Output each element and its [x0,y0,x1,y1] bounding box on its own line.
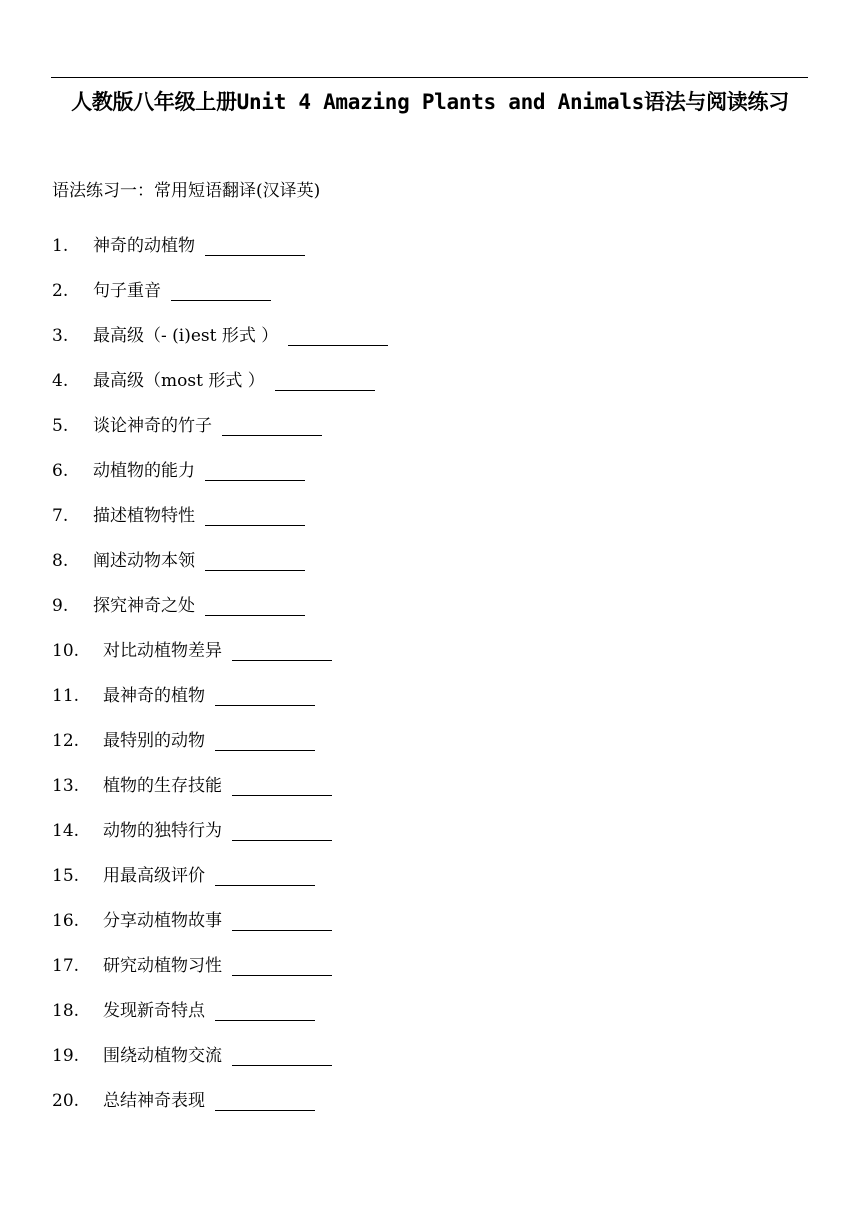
exercise-item [52,493,388,538]
item-number: 15. [52,865,80,886]
answer-blank[interactable] [215,687,315,706]
exercise-item [52,988,388,1033]
exercise-item [52,223,388,268]
item-prompt: 最特别的动物 [103,730,205,751]
item-prompt: 总结神奇表现 [103,1090,205,1111]
exercise-item [52,313,388,358]
item-number: 6. [52,460,69,481]
item-prompt: 最高级（- (i)est 形式 ） [93,325,279,346]
exercise-item [52,358,388,403]
answer-blank[interactable] [215,1092,315,1111]
answer-blank[interactable] [205,597,305,616]
exercise-item [52,898,388,943]
answer-blank[interactable] [232,822,332,841]
item-prompt: 围绕动植物交流 [103,1045,222,1066]
answer-blank[interactable] [215,1002,315,1021]
item-number: 19. [52,1045,80,1066]
item-number: 17. [52,955,80,976]
answer-blank[interactable] [232,957,332,976]
answer-blank[interactable] [222,417,322,436]
exercise-item [52,808,388,853]
item-prompt: 最高级（most 形式 ） [93,370,265,391]
answer-blank[interactable] [232,777,332,796]
item-number: 2. [52,280,69,301]
item-number: 14. [52,820,80,841]
answer-blank[interactable] [205,237,305,256]
item-prompt: 动物的独特行为 [103,820,222,841]
exercise-item [52,673,388,718]
answer-blank[interactable] [171,282,271,301]
exercise-item [52,763,388,808]
item-prompt: 句子重音 [93,280,161,301]
exercise-item [52,853,388,898]
item-prompt: 用最高级评价 [103,865,205,886]
exercise-item [52,1033,388,1078]
answer-blank[interactable] [215,732,315,751]
item-prompt: 探究神奇之处 [93,595,195,616]
exercise-item [52,943,388,988]
exercise-item [52,718,388,763]
answer-blank[interactable] [205,552,305,571]
item-number: 18. [52,1000,80,1021]
exercise-list [52,223,388,1123]
item-prompt: 最神奇的植物 [103,685,205,706]
answer-blank[interactable] [232,912,332,931]
item-number: 13. [52,775,80,796]
item-prompt: 发现新奇特点 [103,1000,205,1021]
item-number: 8. [52,550,69,571]
item-number: 7. [52,505,69,526]
item-number: 12. [52,730,80,751]
item-number: 5. [52,415,69,436]
item-number: 16. [52,910,80,931]
item-prompt: 对比动植物差异 [103,640,222,661]
item-prompt: 植物的生存技能 [103,775,222,796]
document-title: 人教版八年级上册Unit 4 Amazing Plants and Animals语法与阅读练习 [71,90,789,114]
section-heading: 语法练习一：常用短语翻译(汉译英) [52,181,321,201]
answer-blank[interactable] [232,1047,332,1066]
exercise-item [52,403,388,448]
exercise-item [52,583,388,628]
item-prompt: 研究动植物习性 [103,955,222,976]
item-prompt: 描述植物特性 [93,505,195,526]
item-prompt: 谈论神奇的竹子 [93,415,212,436]
item-number: 11. [52,685,80,706]
exercise-item [52,538,388,583]
item-prompt: 阐述动物本领 [93,550,195,571]
answer-blank[interactable] [205,462,305,481]
exercise-item [52,628,388,673]
item-prompt: 动植物的能力 [93,460,195,481]
item-number: 3. [52,325,69,346]
item-number: 20. [52,1090,80,1111]
header-rule [51,77,808,78]
item-number: 10. [52,640,80,661]
exercise-item [52,268,388,313]
item-prompt: 分享动植物故事 [103,910,222,931]
answer-blank[interactable] [275,372,375,391]
item-number: 9. [52,595,69,616]
answer-blank[interactable] [288,327,388,346]
exercise-item [52,448,388,493]
answer-blank[interactable] [205,507,305,526]
answer-blank[interactable] [215,867,315,886]
exercise-item [52,1078,388,1123]
item-number: 1. [52,235,69,256]
answer-blank[interactable] [232,642,332,661]
item-number: 4. [52,370,69,391]
item-prompt: 神奇的动植物 [93,235,195,256]
